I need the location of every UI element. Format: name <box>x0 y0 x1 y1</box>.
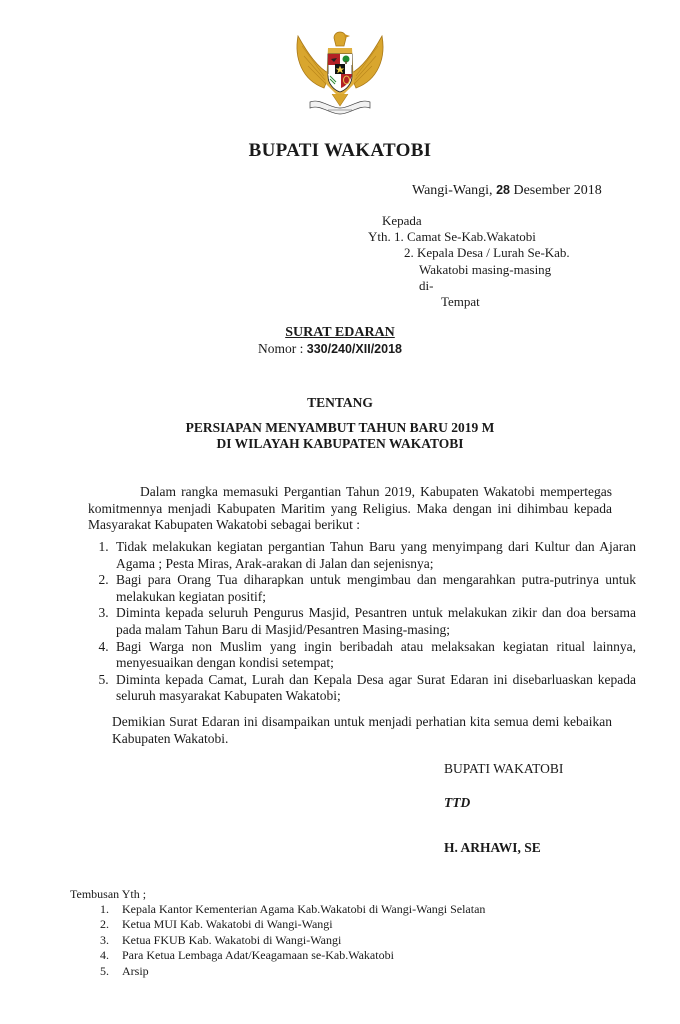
recipient-line: Tempat <box>441 294 480 310</box>
signature-ttd: TTD <box>444 795 471 810</box>
list-item: 5. Diminta kepada Camat, Lurah dan Kepala Desa agar Surat Edaran ini disebarluaskan kepada seluruh masyarakat Kabupaten Wakatobi; <box>112 672 636 705</box>
points-list <box>88 539 636 705</box>
subject-line: PERSIAPAN MENYAMBUT TAHUN BARU 2019 M <box>185 420 495 435</box>
issuer-title: BUPATI WAKATOBI <box>248 140 432 161</box>
month-year: Desember 2018 <box>513 183 602 198</box>
list-item: 2. Bagi para Orang Tua diharapkan untuk mengimbau dan mengarahkan putra-putrinya untuk melakukan kegiatan positif; <box>112 572 636 605</box>
recipient-line: di- <box>419 277 434 293</box>
opening-paragraph: Dalam rangka memasuki Pergantian Tahun 2019, Kabupaten Wakatobi mempertegas komitmennya menjadi Kabupaten Maritim yang Religius. Maka dengan ini dihimbau kepada Masyarakat Kabupaten Wakatobi sebagai berikut : <box>88 484 612 532</box>
recipient-line: Yth. 1. Camat Se-Kab.Wakatobi <box>368 229 536 245</box>
list-item: 3. Ketua FKUB Kab. Wakatobi di Wangi-Wangi <box>112 933 485 948</box>
garuda-emblem-icon <box>290 18 390 118</box>
recipients-block <box>368 213 570 310</box>
cc-title: Tembusan Yth ; <box>70 887 147 901</box>
list-item: 4. Bagi Warga non Muslim yang ingin beribadah atau melaksakan kegiatan ritual lainnya, menyesuaikan dengan kondisi setempat; <box>112 639 636 672</box>
list-item: 1. Tidak melakukan kegiatan pergantian Tahun Baru yang menyimpang dari Kultur dan Ajaran Agama ; Pesta Miras, Arak-arakan di Jalan dan sejenisnya; <box>112 539 636 572</box>
subject <box>0 420 680 452</box>
cc-list <box>88 902 485 979</box>
list-item: 2. Ketua MUI Kab. Wakatobi di Wangi-Wangi <box>112 917 485 932</box>
place: Wangi-Wangi, <box>412 183 493 198</box>
recipient-line: 2. Kepala Desa / Lurah Se-Kab. <box>404 245 570 261</box>
list-item: 3. Diminta kepada seluruh Pengurus Masjid, Pesantren untuk melakukan zikir dan doa bersama pada malam Tahun Baru di Masjid/Pesantren Masing-masing; <box>112 605 636 638</box>
list-item: 4. Para Ketua Lembaga Adat/Keagamaan se-Kab.Wakatobi <box>112 948 485 963</box>
about-label: TENTANG <box>307 395 373 410</box>
signer-name: H. ARHAWI, SE <box>444 840 541 855</box>
place-date <box>412 183 602 199</box>
number-value: 330/240/XII/2018 <box>306 342 402 356</box>
recipients-intro: Kepada <box>382 213 422 228</box>
closing-paragraph: Demikian Surat Edaran ini disampaikan untuk menjadi perhatian kita semua demi kebaikan Kabupaten Wakatobi. <box>112 714 612 746</box>
signature-office: BUPATI WAKATOBI <box>444 761 564 776</box>
list-item: 5. Arsip <box>112 964 485 979</box>
recipient-line: Wakatobi masing-masing <box>419 261 552 277</box>
letter-type: SURAT EDARAN <box>285 325 395 340</box>
number-label: Nomor : <box>258 341 304 356</box>
day: 28 <box>496 183 510 197</box>
list-item: 1. Kepala Kantor Kementerian Agama Kab.Wakatobi di Wangi-Wangi Selatan <box>112 902 485 917</box>
subject-line: DI WILAYAH KABUPATEN WAKATOBI <box>216 436 464 451</box>
letter-number <box>258 341 402 357</box>
